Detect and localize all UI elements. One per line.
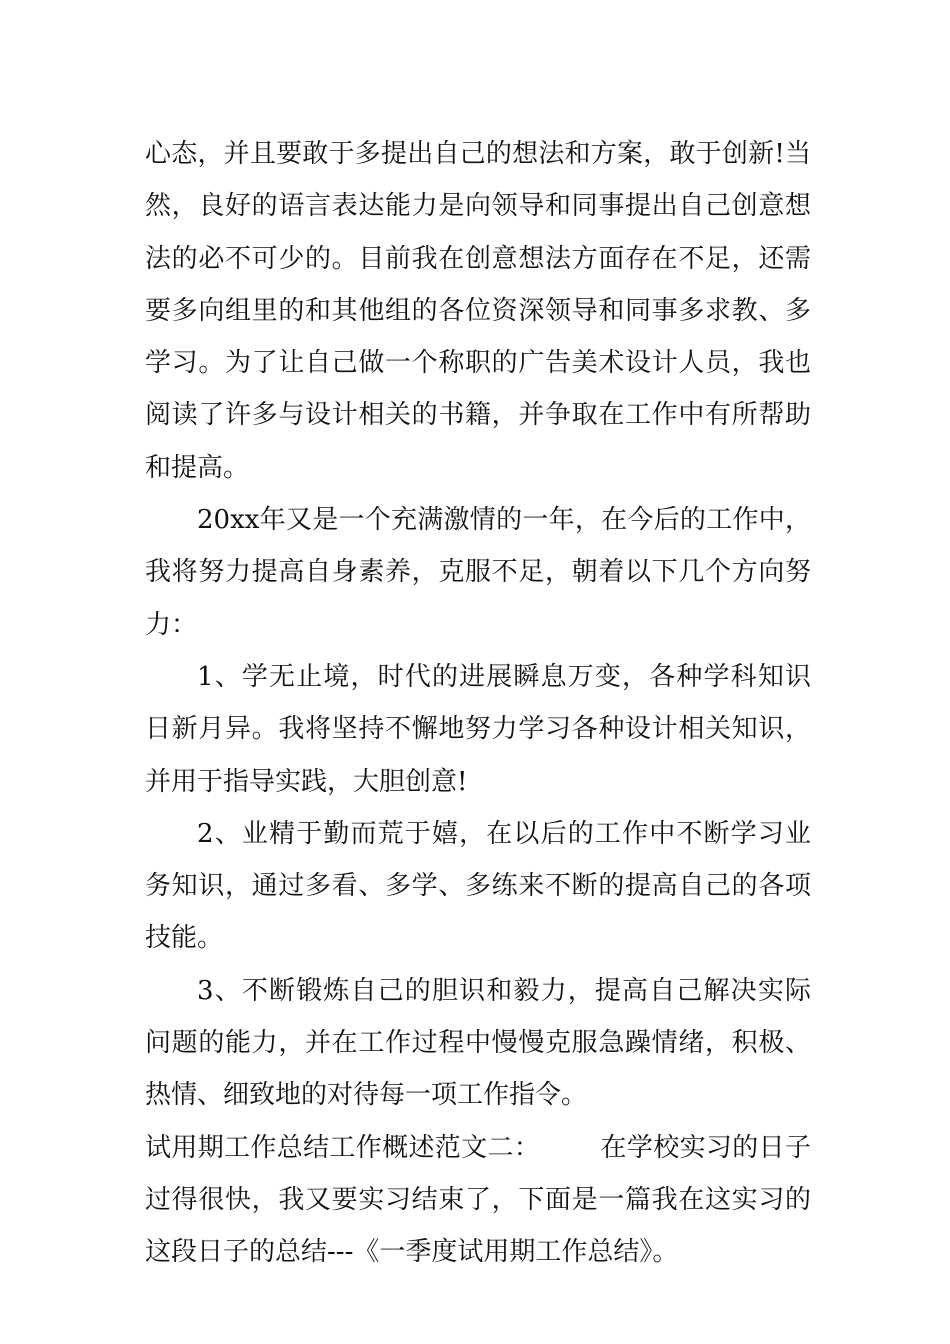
- paragraph-goal-2: 2、业精于勤而荒于嬉，在以后的工作中不断学习业务知识，通过多看、多学、多练来不断的提高自己的各项技能。: [145, 818, 811, 954]
- paragraph-goal-3: 3、不断锻炼自己的胆识和毅力，提高自己解决实际问题的能力，并在工作过程中慢慢克服急躁情绪，积极、热情、细致地的对待每一项工作指令。: [145, 975, 811, 1111]
- section-title: 试用期工作总结工作概述范文二：: [145, 1132, 541, 1163]
- document-body: [145, 128, 811, 1279]
- paragraph-goal-1: 1、学无止境，时代的进展瞬息万变，各种学科知识日新月异。我将坚持不懈地努力学习各种设计相关知识，并用于指导实践，大胆创意!: [145, 661, 811, 797]
- paragraph-intro-goals: 20xx年又是一个充满激情的一年，在今后的工作中，我将努力提高自身素养，克服不足，朝着以下几个方向努力：: [145, 505, 811, 640]
- section-body: 在学校实习的日子过得很快，我又要实习结束了，下面是一篇我在这实习的这段日子的总结---《一季度试用期工作总结》。: [145, 1132, 811, 1268]
- paragraph-continuation: 心态，并且要敢于多提出自己的想法和方案，敢于创新!当然，良好的语言表达能力是向领导和同事提出自己创意想法的必不可少的。目前我在创意想法方面存在不足，还需要多向组里的和其他组的各位资深领导和同事多求教、多学习。为了让自己做一个称职的广告美术设计人员，我也阅读了许多与设计相关的书籍，并争取在工作中有所帮助和提高。: [145, 139, 811, 483]
- paragraph-section-two: [145, 1122, 811, 1279]
